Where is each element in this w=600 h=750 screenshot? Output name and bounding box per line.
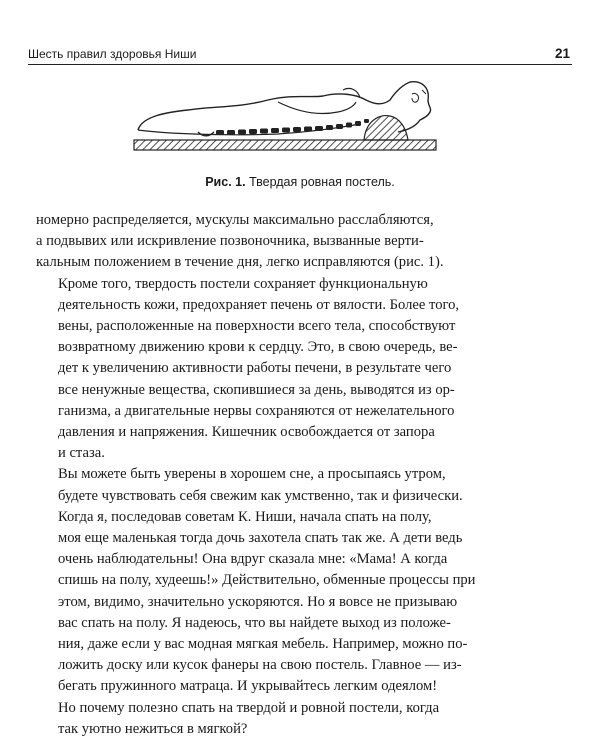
running-header xyxy=(28,46,570,61)
caption-label: Рис. 1. xyxy=(205,175,246,189)
text-line: ния, даже если у вас модная мягкая мебель. Например, можно по- xyxy=(58,636,468,653)
text-line: Кроме того, твердость постели сохраняет функциональную xyxy=(58,275,428,292)
header-rule xyxy=(28,64,572,65)
text-line: деятельность кожи, предохраняет печень от вялости. Более того, xyxy=(58,296,460,313)
text-line: все ненужные вещества, скопившиеся за день, выводятся из ор- xyxy=(58,381,455,398)
bed-board xyxy=(134,140,436,150)
text-line: номерно распределяется, мускулы максимально расслабляются, xyxy=(36,212,434,228)
text-line: моя еще маленькая тогда дочь захотела спать так же. А дети ведь xyxy=(58,530,463,547)
page-number: 21 xyxy=(554,46,570,61)
text-line: ганизма, а двигательные нервы сохраняются от нежелательного xyxy=(58,402,455,419)
text-line: этом, видимо, значительно ускоряются. Но я вовсе не призываю xyxy=(58,593,458,610)
running-title: Шесть правил здоровья Ниши xyxy=(28,47,197,61)
text-line: Когда я, последовав советам К. Ниши, начала спать на полу, xyxy=(58,508,432,525)
text-line: вены, расположенные на поверхности всего тела, способствуют xyxy=(58,318,456,335)
paragraph xyxy=(36,210,568,274)
text-line: кальным положением в течение дня, легко исправляются (рис. 1). xyxy=(36,254,444,271)
text-line: возвратному движению крови к сердцу. Это, в свою очередь, ве- xyxy=(58,339,458,356)
figure-caption xyxy=(0,175,600,189)
text-line: вас спать на полу. Я надеюсь, что вы найдете выход из положе- xyxy=(58,614,451,631)
body-text xyxy=(36,210,568,740)
figure-illustration xyxy=(128,72,444,164)
text-line: будете чувствовать себя свежим как умственно, так и физически. xyxy=(58,487,463,504)
text-line: Но почему полезно спать на твердой и ровной постели, когда xyxy=(58,699,440,716)
text-line: ложить доску или кусок фанеры на свою постель. Главное — из- xyxy=(58,657,462,674)
text-line: дет к увеличению активности работы печени, в результате чего xyxy=(58,360,452,377)
text-line: очень наблюдательны! Она вдруг сказала мне: «Мама! А когда xyxy=(58,551,448,568)
paragraph xyxy=(36,274,568,465)
text-line: так уютно нежиться в мягкой? xyxy=(58,720,248,737)
neck-pillow xyxy=(364,116,408,140)
paragraph xyxy=(36,507,568,698)
text-line: а подвывих или искривление позвоночника, вызванные верти- xyxy=(36,233,424,250)
text-line: и стаза. xyxy=(58,445,105,462)
caption-text: Твердая ровная постель. xyxy=(249,175,395,189)
paragraph xyxy=(36,698,568,740)
text-line: Вы можете быть уверены в хорошем сне, а просыпаясь утром, xyxy=(58,466,446,483)
text-line: спишь на полу, худеешь!» Действительно, обменные процессы при xyxy=(58,572,476,589)
text-line: бегать пружинного матраца. И укрывайтесь легким одеялом! xyxy=(58,678,438,695)
paragraph xyxy=(36,464,568,506)
text-line: давления и напряжения. Кишечник освобождается от запора xyxy=(58,424,435,441)
